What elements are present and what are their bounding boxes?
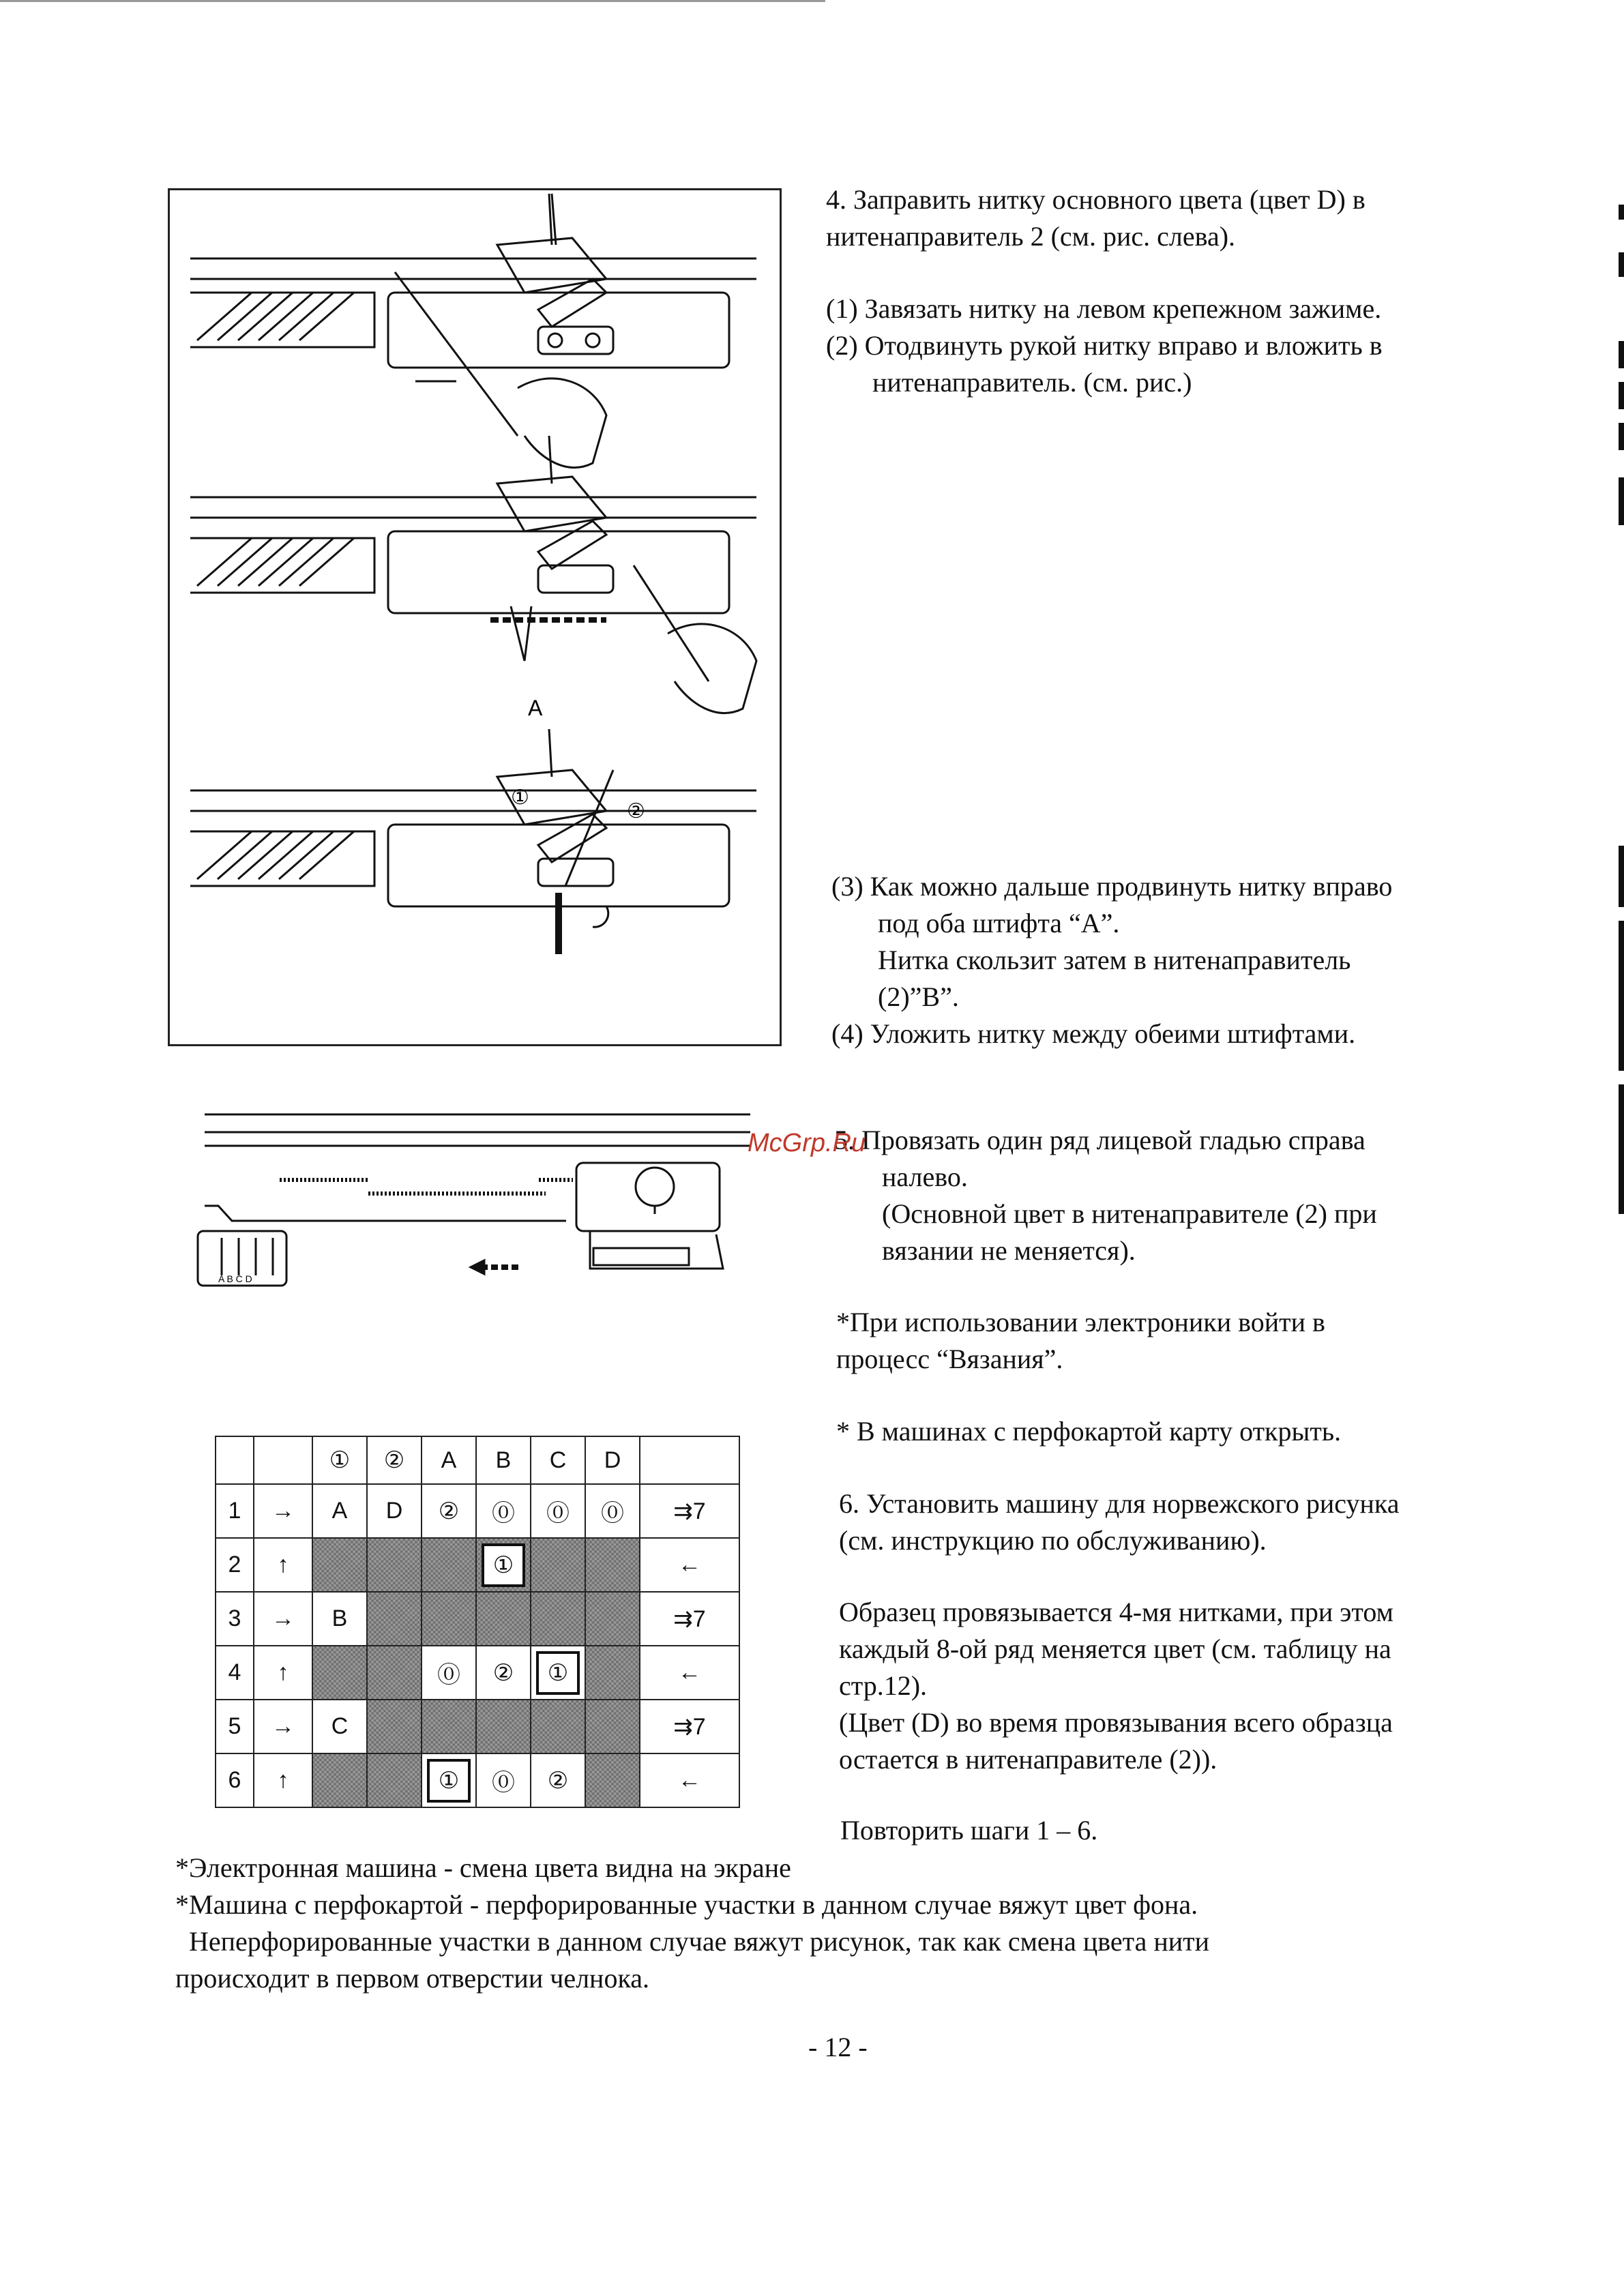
page-number: - 12 - [808, 2032, 868, 2062]
substep-2: (2) Отодвинуть рукой нитку вправо и вложить в [826, 330, 1383, 361]
scan-edge-mark [1619, 252, 1624, 277]
illustration-step-4 [190, 729, 756, 954]
pattern-line-3: стр.12). [839, 1670, 928, 1701]
table-cell: ② [476, 1646, 531, 1700]
table-cell [585, 1753, 640, 1807]
pin-label-a: A [528, 696, 543, 720]
threading-illustrations [170, 190, 780, 1044]
direction-arrow-icon: ↑ [254, 1646, 312, 1700]
table-cell [367, 1753, 422, 1807]
scan-edge-mark [1619, 477, 1624, 525]
table-header-cell: D [585, 1436, 640, 1484]
substep-3: (3) Как можно дальше продвинуть нитку вправо [831, 871, 1393, 902]
table-cell [312, 1538, 367, 1592]
table-cell: ⓪ [531, 1484, 585, 1538]
direction-arrow-icon: ↑ [254, 1538, 312, 1592]
bottom-note-electronic: *Электронная машина - смена цвета видна на экране [175, 1852, 791, 1883]
table-cell: ⓪ [476, 1484, 531, 1538]
table-cell [367, 1646, 422, 1700]
scan-top-edge [0, 0, 825, 2]
table-cell: C [312, 1700, 367, 1753]
table-cell [531, 1646, 585, 1700]
direction-arrow-icon: → [254, 1484, 312, 1538]
scan-edge-mark [1619, 423, 1624, 450]
pattern-line-5: остается в нитенаправителе (2)). [839, 1744, 1217, 1775]
bottom-note-unpunched: Неперфорированные участки в данном случае вяжут рисунок, так как смена цвета нити [175, 1926, 1210, 1957]
watermark: McGrp.Ru [748, 1129, 866, 1157]
table-header-cell: A [422, 1436, 476, 1484]
illustration-step-2 [190, 194, 756, 467]
table-cell: D [367, 1484, 422, 1538]
multi-arrow-icon: ⇉7 [640, 1592, 739, 1646]
step-5 [834, 1122, 1377, 1269]
table-cell [476, 1538, 531, 1592]
table-header-cell [254, 1436, 312, 1484]
scan-edge-mark [1619, 921, 1624, 1071]
table-cell [367, 1592, 422, 1646]
substep-1: (1) Завязать нитку на левом крепежном зажиме. [826, 293, 1382, 324]
table-row [216, 1753, 739, 1807]
direction-arrow-icon: → [254, 1700, 312, 1753]
step-5-line-4: вязании не меняется). [882, 1235, 1136, 1266]
table-cell [531, 1700, 585, 1753]
step-6 [839, 1485, 1399, 1559]
row-number: 5 [216, 1700, 254, 1753]
table-header-row [216, 1436, 739, 1484]
step-4-heading-cont: нитенаправитель 2 (см. рис. слева). [826, 221, 1236, 252]
table-cell [585, 1700, 640, 1753]
note-electronic-line-2: процесс “Вязания”. [836, 1344, 1063, 1374]
step-6-line-1: 6. Установить машину для норвежского рисунка [839, 1488, 1400, 1519]
table-header-cell: ② [367, 1436, 422, 1484]
table-cell [312, 1646, 367, 1700]
table-cell [476, 1700, 531, 1753]
substep-3-line-2: под оба штифта “A”. [878, 908, 1120, 938]
boxed-value: ① [482, 1543, 525, 1587]
table-cell: ⓪ [476, 1753, 531, 1807]
left-arrow-icon: ← [640, 1753, 739, 1807]
bottom-note-punchcard: *Машина с перфокартой - перфорированные участки в данном случае вяжут цвет фона. [175, 1889, 1198, 1920]
left-arrow-icon: ← [640, 1538, 739, 1592]
substep-3-line-3: Нитка скользит затем в нитенаправитель [878, 945, 1351, 975]
note-electronic [836, 1304, 1325, 1378]
row-number: 6 [216, 1753, 254, 1807]
substep-3-line-4: (2)”B”. [878, 981, 959, 1012]
illustration-step-3 [190, 436, 756, 713]
table-cell: ② [422, 1484, 476, 1538]
carriage-illustration [191, 1105, 750, 1309]
scan-edge-mark [1619, 1084, 1624, 1214]
step-4-heading: 4. Заправить нитку основного цвета (цвет D) в [826, 184, 1365, 215]
scan-edge-mark [1619, 846, 1624, 907]
table-header-cell: ① [312, 1436, 367, 1484]
table-cell [585, 1592, 640, 1646]
table-cell [476, 1592, 531, 1646]
table-row [216, 1592, 739, 1646]
scan-edge-mark [1619, 382, 1624, 409]
table-cell [312, 1753, 367, 1807]
table-row [216, 1700, 739, 1753]
bottom-notes [175, 1850, 1209, 1997]
left-arrow-icon: ← [640, 1646, 739, 1700]
table-cell: B [312, 1592, 367, 1646]
pattern-description [839, 1594, 1393, 1778]
row-number: 4 [216, 1646, 254, 1700]
threading-figure-frame [168, 188, 782, 1046]
table-header-cell [640, 1436, 739, 1484]
table-row [216, 1646, 739, 1700]
pattern-line-4: (Цвет (D) во время провязывания всего образца [839, 1707, 1393, 1738]
note-punchcard: * В машинах с перфокартой карту открыть. [836, 1416, 1342, 1447]
table-row [216, 1538, 739, 1592]
table-cell [531, 1592, 585, 1646]
row-number: 2 [216, 1538, 254, 1592]
table-cell [422, 1700, 476, 1753]
table-cell [422, 1592, 476, 1646]
boxed-value: ① [536, 1651, 580, 1695]
table-row [216, 1484, 739, 1538]
step-6-line-2: (см. инструкцию по обслуживанию). [839, 1525, 1267, 1556]
table-cell [422, 1538, 476, 1592]
table-cell: ⓪ [585, 1484, 640, 1538]
scan-edge-mark [1619, 205, 1624, 220]
carriage-letters: A B C D [218, 1273, 252, 1284]
table-cell [367, 1700, 422, 1753]
color-change-table [215, 1436, 740, 1808]
table-cell [585, 1538, 640, 1592]
table-header-cell: B [476, 1436, 531, 1484]
table-cell [422, 1753, 476, 1807]
step-5-line-2: налево. [882, 1161, 968, 1192]
table-header-cell: C [531, 1436, 585, 1484]
multi-arrow-icon: ⇉7 [640, 1484, 739, 1538]
table-cell [585, 1646, 640, 1700]
pattern-line-2: каждый 8-ой ряд меняется цвет (см. таблицу на [839, 1633, 1391, 1664]
note-electronic-line-1: *При использовании электроники войти в [836, 1307, 1325, 1337]
step-5-line-1: 5. Провязать один ряд лицевой гладью справа [834, 1125, 1365, 1155]
boxed-value: ① [427, 1759, 471, 1803]
table-header-cell [216, 1436, 254, 1484]
multi-arrow-icon: ⇉7 [640, 1700, 739, 1753]
table-cell [531, 1538, 585, 1592]
step-4-substeps-1-2 [826, 291, 1383, 401]
step-4 [826, 181, 1365, 255]
table-cell: ② [531, 1753, 585, 1807]
table-cell: ⓪ [422, 1646, 476, 1700]
table-cell: A [312, 1484, 367, 1538]
thread-guide-label-1: ① [511, 786, 529, 809]
scan-edge-mark [1619, 341, 1624, 368]
bottom-note-unpunched-cont: происходит в первом отверстии челнока. [175, 1963, 650, 1994]
substep-2-cont: нитенаправитель. (см. рис.) [872, 367, 1192, 398]
repeat-steps: Повторить шаги 1 – 6. [840, 1815, 1098, 1846]
direction-arrow-icon: → [254, 1592, 312, 1646]
row-number: 1 [216, 1484, 254, 1538]
step-5-line-3: (Основной цвет в нитенаправителе (2) при [882, 1198, 1377, 1229]
direction-arrow-icon: ↑ [254, 1753, 312, 1807]
pattern-line-1: Образец провязывается 4-мя нитками, при этом [839, 1597, 1393, 1627]
substep-4: (4) Уложить нитку между обеими штифтами. [831, 1018, 1356, 1049]
row-number: 3 [216, 1592, 254, 1646]
step-4-substeps-3-4 [831, 868, 1392, 1052]
table-cell [367, 1538, 422, 1592]
thread-guide-label-2: ② [627, 800, 645, 823]
